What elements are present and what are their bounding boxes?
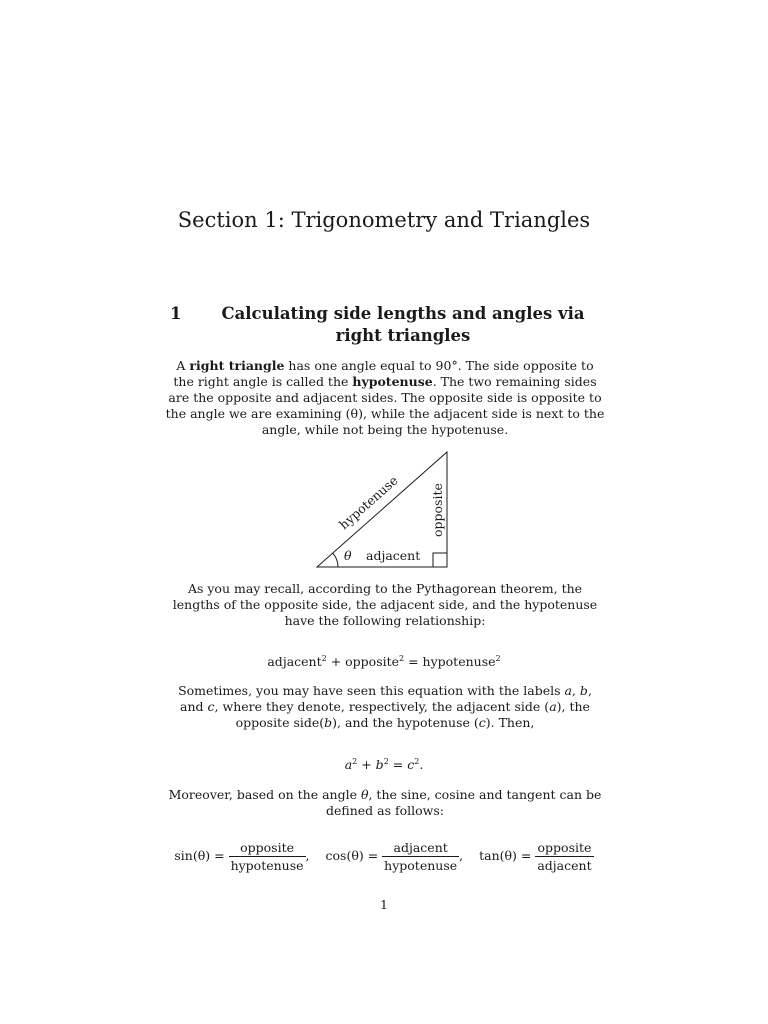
- eq-a-exponent: 2: [352, 757, 358, 766]
- sin-fraction: [229, 840, 306, 873]
- eq-var-b: b: [375, 757, 384, 772]
- section-title: Calculating side lengths and angles via right triangles: [221, 304, 585, 345]
- term-hypotenuse: hypotenuse: [352, 374, 433, 389]
- eq-abc-plus: +: [357, 757, 376, 772]
- cos-denominator: hypotenuse: [384, 858, 458, 873]
- tan-denominator: adjacent: [537, 858, 592, 873]
- sin-numerator: opposite: [229, 840, 306, 857]
- tan-numerator: opposite: [535, 840, 593, 857]
- adjacent-label: adjacent: [366, 548, 421, 563]
- labels-text-e: ). Then,: [485, 715, 535, 730]
- eq-exponent-2: 2: [399, 654, 405, 663]
- right-triangle-figure: [300, 440, 470, 580]
- cos-comma: ,: [459, 848, 464, 863]
- eq-b-exponent: 2: [383, 757, 389, 766]
- eq-var-a: a: [344, 757, 353, 772]
- intro-text-b: has one angle equal to 90°. The side opposite to the right angle is called the: [173, 358, 594, 389]
- var-b-ref: b: [324, 715, 333, 730]
- eq-hypotenuse: hypotenuse: [422, 654, 496, 669]
- eq-equals: =: [404, 654, 423, 669]
- labels-text-c: ), the opposite side(: [235, 699, 590, 730]
- eq-abc-period: .: [419, 757, 424, 772]
- term-right-triangle: right triangle: [189, 358, 285, 373]
- sin-denominator: hypotenuse: [230, 858, 304, 873]
- labels-sep-1: ,: [571, 683, 580, 698]
- angle-arc: [333, 553, 338, 567]
- section-number: 1: [170, 304, 182, 323]
- var-a-ref: a: [549, 699, 557, 714]
- labels-paragraph: [165, 683, 605, 731]
- document-title: Section 1: Trigonometry and Triangles: [177, 208, 591, 232]
- intro-text-c: . The two remaining sides are the opposite and adjacent sides. The opposite side is opposite to the angle we are examining (θ), while the adjacent side is next to the angle, while not being the hypotenuse.: [165, 374, 605, 437]
- intro-paragraph: [165, 358, 605, 438]
- section-heading: [165, 303, 605, 347]
- labels-text-d: ), and the hypotenuse (: [332, 715, 479, 730]
- eq-opposite: opposite: [345, 654, 400, 669]
- trig-intro-text-b: , the sine, cosine and tangent can be defined as follows:: [326, 787, 602, 818]
- labels-text-b: , where they denote, respectively, the adjacent side (: [214, 699, 550, 714]
- trig-definitions: [0, 840, 768, 873]
- pythagorean-equation: [0, 654, 768, 670]
- trig-intro-text-a: Moreover, based on the angle: [168, 787, 361, 802]
- trig-intro-paragraph: [165, 787, 605, 819]
- abc-equation: [0, 757, 768, 773]
- sin-lhs: sin(θ) =: [174, 848, 229, 863]
- eq-abc-equals: =: [388, 757, 408, 772]
- cos-lhs: cos(θ) =: [325, 848, 383, 863]
- eq-exponent-1: 2: [321, 654, 327, 663]
- eq-var-c: c: [407, 757, 415, 772]
- hypotenuse-label: hypotenuse: [336, 472, 401, 533]
- intro-text-a: A: [176, 358, 190, 373]
- tan-fraction: [535, 840, 593, 873]
- page-number: 1: [380, 897, 388, 912]
- tan-lhs: tan(θ) =: [479, 848, 536, 863]
- labels-sep-2: , and: [180, 683, 592, 714]
- sine-definition: [174, 840, 309, 873]
- cos-fraction: [382, 840, 459, 873]
- eq-c-exponent: 2: [414, 757, 420, 766]
- var-c: c: [207, 699, 215, 714]
- trig-intro-theta: θ: [360, 787, 369, 802]
- sin-comma: ,: [305, 848, 310, 863]
- eq-exponent-3: 2: [495, 654, 501, 663]
- eq-plus: +: [326, 654, 346, 669]
- tangent-definition: [479, 840, 594, 873]
- cosine-definition: [326, 840, 464, 873]
- angle-theta-label: θ: [344, 548, 352, 563]
- var-c-ref: c: [478, 715, 486, 730]
- eq-adjacent: adjacent: [267, 654, 322, 669]
- pythagoras-paragraph: As you may recall, according to the Pythagorean theorem, the lengths of the opposite side, the adjacent side, and the hypotenuse have the following relationship:: [172, 581, 598, 628]
- right-angle-marker: [433, 553, 447, 567]
- cos-numerator: adjacent: [382, 840, 459, 857]
- opposite-label: opposite: [430, 483, 445, 537]
- labels-text-a: Sometimes, you may have seen this equation with the labels: [178, 683, 565, 698]
- var-a: a: [564, 683, 572, 698]
- var-b: b: [579, 683, 588, 698]
